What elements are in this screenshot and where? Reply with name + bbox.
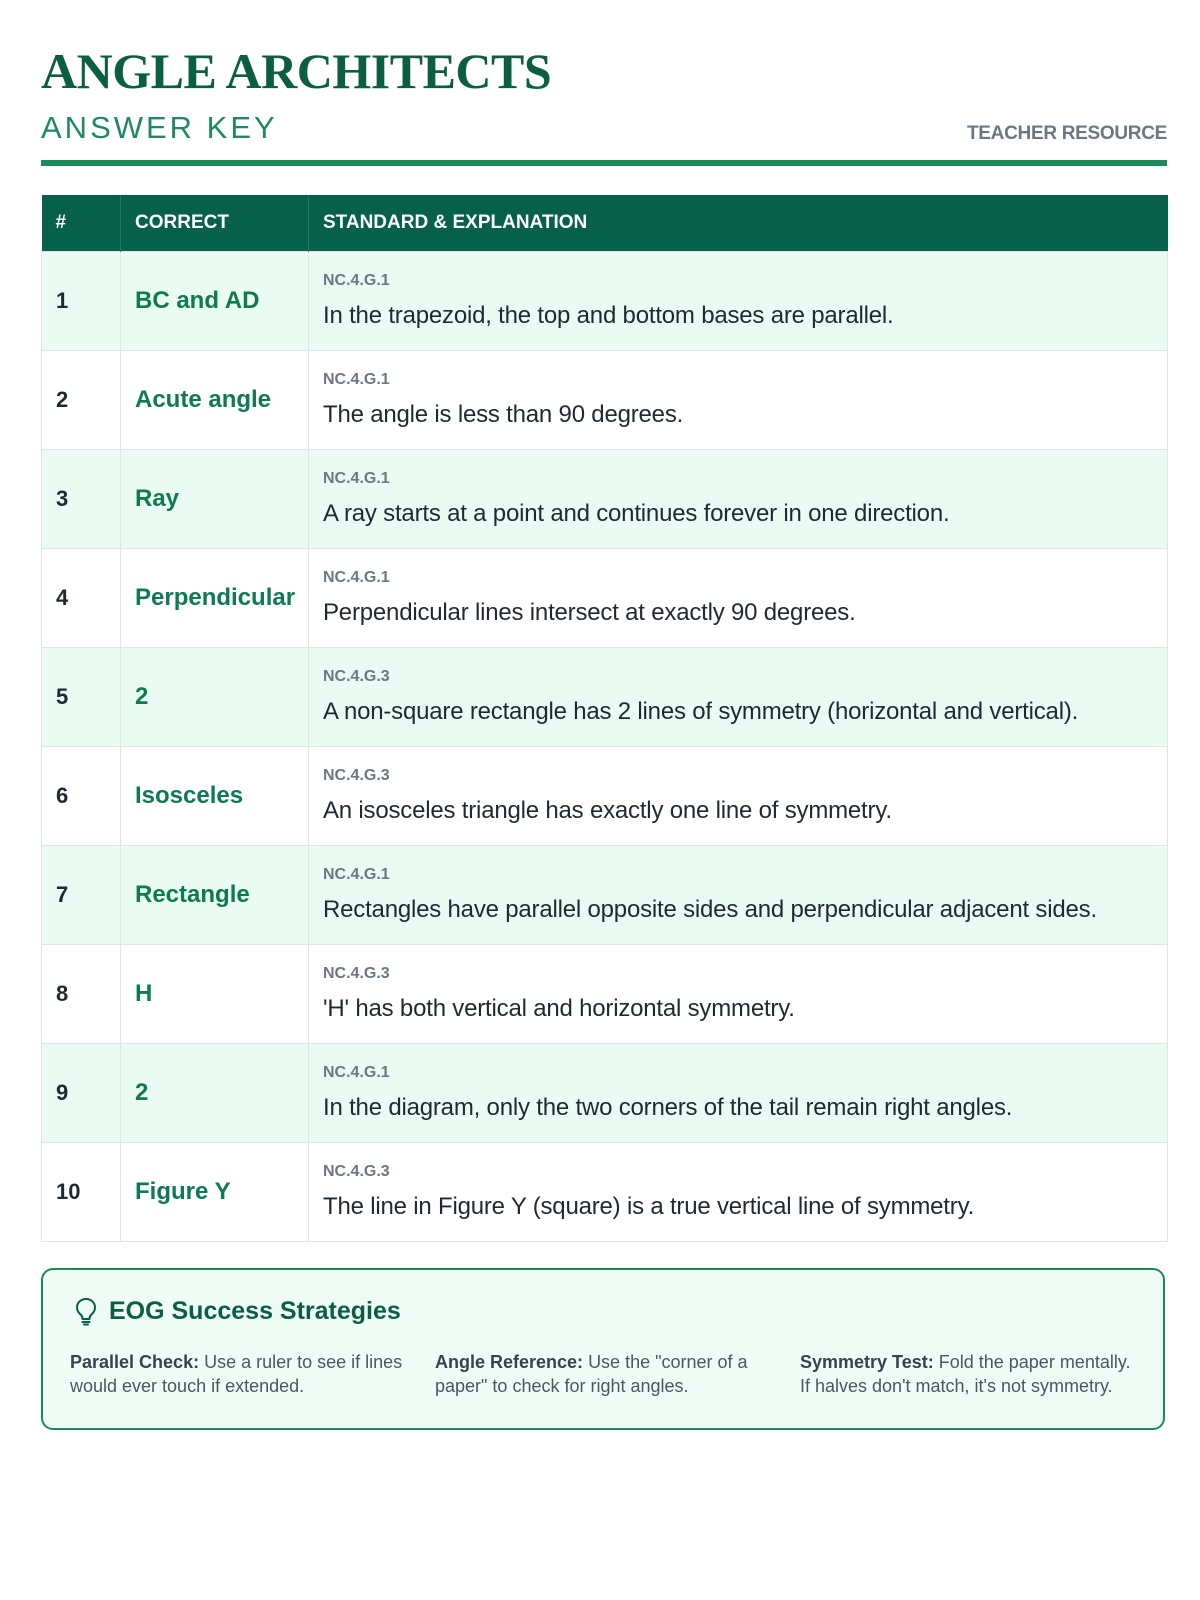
explanation-cell — [309, 846, 1168, 945]
explanation-text: The line in Figure Y (square) is a true vertical line of symmetry. — [323, 1193, 975, 1220]
page-title: ANGLE ARCHITECTS — [41, 43, 552, 99]
correct-answer: BC and AD — [121, 252, 309, 351]
explanation-text: A ray starts at a point and continues forever in one direction. — [323, 500, 950, 527]
table-row — [42, 351, 1168, 450]
explanation-text: In the trapezoid, the top and bottom bases are parallel. — [323, 302, 894, 329]
strategy-item — [435, 1350, 771, 1398]
correct-answer: 2 — [121, 648, 309, 747]
correct-answer: H — [121, 945, 309, 1044]
strategy-text: Fold the paper mentally. If halves don't match, it's not symmetry. — [800, 1352, 1131, 1396]
question-number: 5 — [42, 648, 121, 747]
header — [41, 38, 1167, 168]
question-number: 2 — [42, 351, 121, 450]
table-row — [42, 549, 1168, 648]
strategy-item — [800, 1350, 1136, 1398]
table-row — [42, 252, 1168, 351]
explanation-text: Rectangles have parallel opposite sides and perpendicular adjacent sides. — [323, 896, 1097, 923]
table-row — [42, 648, 1168, 747]
table-row — [42, 1143, 1168, 1242]
table-header-row — [42, 195, 1168, 252]
explanation-cell — [309, 450, 1168, 549]
correct-answer: Acute angle — [121, 351, 309, 450]
explanation-text: In the diagram, only the two corners of the tail remain right angles. — [323, 1094, 1013, 1121]
standard-code: NC.4.G.3 — [323, 668, 390, 685]
standard-code: NC.4.G.3 — [323, 1163, 390, 1180]
table-row — [42, 747, 1168, 846]
correct-answer: Perpendicular — [121, 549, 309, 648]
strategy-label: Angle Reference: — [435, 1352, 584, 1372]
explanation-cell — [309, 945, 1168, 1044]
table-row — [42, 945, 1168, 1044]
standard-code: NC.4.G.1 — [323, 371, 390, 388]
correct-answer: Figure Y — [121, 1143, 309, 1242]
correct-answer: 2 — [121, 1044, 309, 1143]
table-row — [42, 1044, 1168, 1143]
standard-code: NC.4.G.1 — [323, 470, 390, 487]
correct-answer: Rectangle — [121, 846, 309, 945]
page-subtitle: ANSWER KEY — [41, 110, 278, 145]
standard-code: NC.4.G.3 — [323, 767, 390, 784]
column-header-explanation: STANDARD & EXPLANATION — [309, 195, 1168, 252]
explanation-cell — [309, 252, 1168, 351]
column-header-number: # — [42, 195, 121, 252]
standard-code: NC.4.G.1 — [323, 1064, 390, 1081]
question-number: 4 — [42, 549, 121, 648]
question-number: 6 — [42, 747, 121, 846]
column-header-correct: CORRECT — [121, 195, 309, 252]
strategy-label: Symmetry Test: — [800, 1352, 934, 1372]
strategies-box — [41, 1268, 1165, 1430]
standard-code: NC.4.G.1 — [323, 569, 390, 586]
explanation-cell — [309, 351, 1168, 450]
explanation-text: 'H' has both vertical and horizontal symmetry. — [323, 995, 795, 1022]
standard-code: NC.4.G.1 — [323, 272, 390, 289]
explanation-cell — [309, 1044, 1168, 1143]
lightbulb-icon — [73, 1296, 99, 1326]
strategy-item — [70, 1350, 406, 1398]
strategies-heading — [73, 1296, 401, 1326]
question-number: 8 — [42, 945, 121, 1044]
resource-label: TEACHER RESOURCE — [967, 123, 1167, 144]
question-number: 9 — [42, 1044, 121, 1143]
explanation-cell — [309, 648, 1168, 747]
strategy-label: Parallel Check: — [70, 1352, 200, 1372]
explanation-text: A non-square rectangle has 2 lines of symmetry (horizontal and vertical). — [323, 698, 1079, 725]
standard-code: NC.4.G.1 — [323, 866, 390, 883]
strategy-text: Use the "corner of a paper" to check for right angles. — [435, 1352, 748, 1396]
correct-answer: Ray — [121, 450, 309, 549]
question-number: 1 — [42, 252, 121, 351]
explanation-text: The angle is less than 90 degrees. — [323, 401, 684, 428]
table-row — [42, 846, 1168, 945]
explanation-cell — [309, 747, 1168, 846]
strategy-text: Use a ruler to see if lines would ever touch if extended. — [70, 1352, 403, 1396]
question-number: 10 — [42, 1143, 121, 1242]
question-number: 3 — [42, 450, 121, 549]
table-row — [42, 450, 1168, 549]
standard-code: NC.4.G.3 — [323, 965, 390, 982]
explanation-cell — [309, 1143, 1168, 1242]
correct-answer: Isosceles — [121, 747, 309, 846]
question-number: 7 — [42, 846, 121, 945]
header-divider — [41, 160, 1167, 166]
explanation-cell — [309, 549, 1168, 648]
answer-table — [41, 195, 1168, 1242]
explanation-text: Perpendicular lines intersect at exactly 90 degrees. — [323, 599, 856, 626]
strategies-title: EOG Success Strategies — [109, 1296, 401, 1325]
explanation-text: An isosceles triangle has exactly one line of symmetry. — [323, 797, 892, 824]
